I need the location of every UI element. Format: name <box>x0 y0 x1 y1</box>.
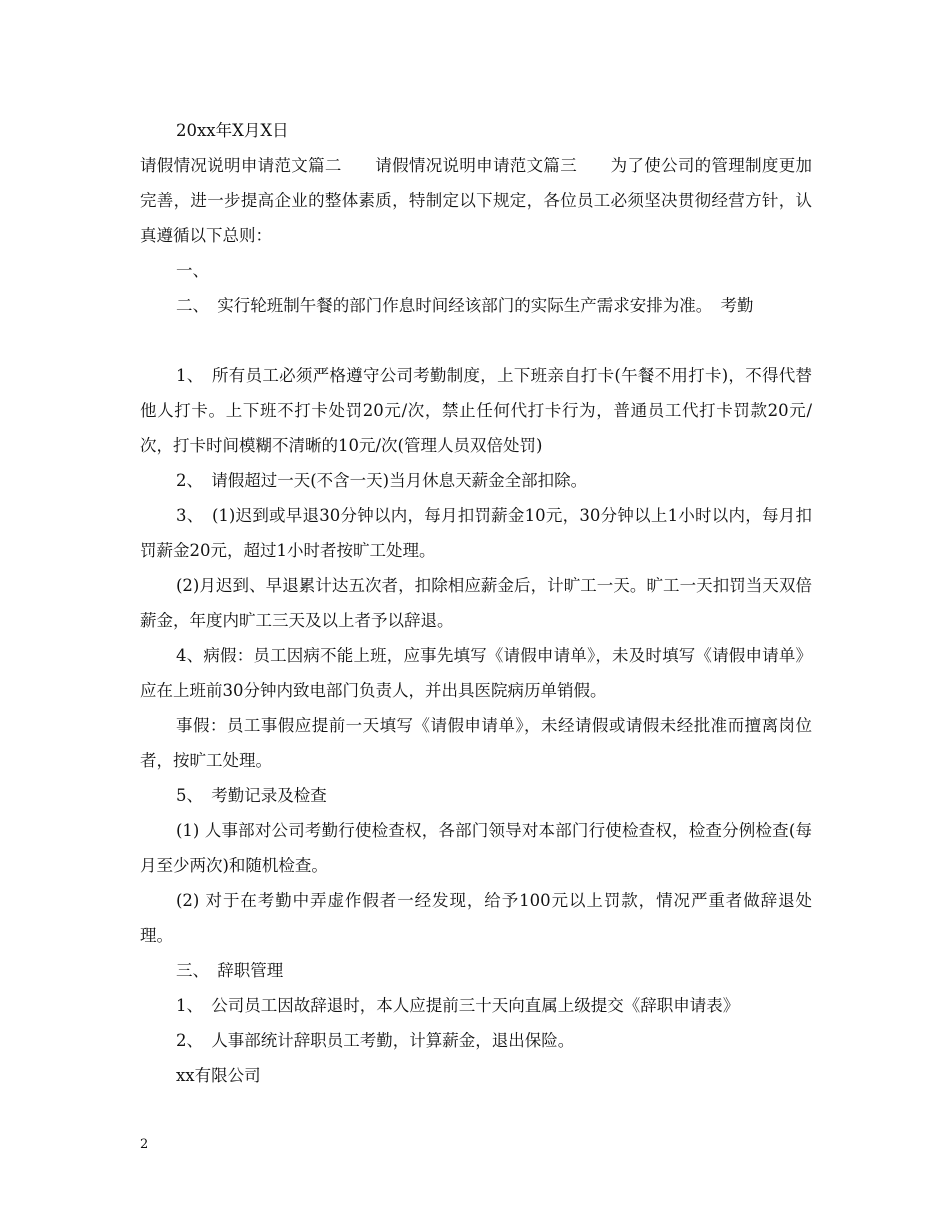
personal-leave-rule: 事假：员工事假应提前一天填写《请假申请单》，未经请假或请假未经批准而擅离岗位者，按旷工处理。 <box>140 716 812 770</box>
sick-leave-rule: 4、病假：员工因病不能上班，应事先填写《请假申请单》，未及时填写《请假申请单》应在上班前30分钟内致电部门负责人，并出具医院病历单销假。 <box>140 646 812 700</box>
company-name: xx有限公司 <box>176 1066 261 1085</box>
resignation-rule-2: 2、 人事部统计辞职员工考勤，计算薪金，退出保险。 <box>176 1031 575 1050</box>
attendance-rule-3-2: (2)月迟到、早退累计达五次者，扣除相应薪金后，计旷工一天。旷工一天扣罚当天双倍薪金，年度内旷工三天及以上者予以辞退。 <box>140 576 812 630</box>
intro-paragraph: 请假情况说明申请范文篇二 请假情况说明申请范文篇三 为了使公司的管理制度更加完善，进一步提高企业的整体素质，特制定以下规定，各位员工必须坚决贯彻经营方针，认真遵循以下总则： <box>140 156 812 245</box>
attendance-check-rule-1: (1) 人事部对公司考勤行使检查权，各部门领导对本部门行使检查权，检查分例检查(每月至少两次)和随机检查。 <box>140 821 812 875</box>
resignation-rule-1: 1、 公司员工因故辞退时，本人应提前三十天向直属上级提交《辞职申请表》 <box>176 996 740 1015</box>
page-number: 2 <box>140 1137 149 1152</box>
date-line: 20xx年X月X日 <box>176 121 289 140</box>
attendance-rule-1: 1、 所有员工必须严格遵守公司考勤制度，上下班亲自打卡(午餐不用打卡)，不得代替他人打卡。上下班不打卡处罚20元/次，禁止任何代打卡行为，普通员工代打卡罚款20元/次，打卡时间模糊不清晰的10元/次(管理人员双倍处罚) <box>140 366 812 455</box>
attendance-rule-2: 2、 请假超过一天(不含一天)当月休息天薪金全部扣除。 <box>176 471 588 490</box>
attendance-check-rule-2: (2) 对于在考勤中弄虚作假者一经发现，给予100元以上罚款，情况严重者做辞退处理。 <box>140 891 812 945</box>
attendance-record-heading: 5、 考勤记录及检查 <box>176 786 327 805</box>
attendance-rule-3: 3、 (1)迟到或早退30分钟以内，每月扣罚薪金10元，30分钟以上1小时以内，每月扣罚薪金20元，超过1小时者按旷工处理。 <box>140 506 812 560</box>
section-one-heading: 一、 <box>176 261 209 280</box>
section-three-heading: 三、 辞职管理 <box>176 961 284 980</box>
section-two-paragraph: 二、 实行轮班制午餐的部门作息时间经该部门的实际生产需求安排为准。 考勤 <box>176 296 754 315</box>
